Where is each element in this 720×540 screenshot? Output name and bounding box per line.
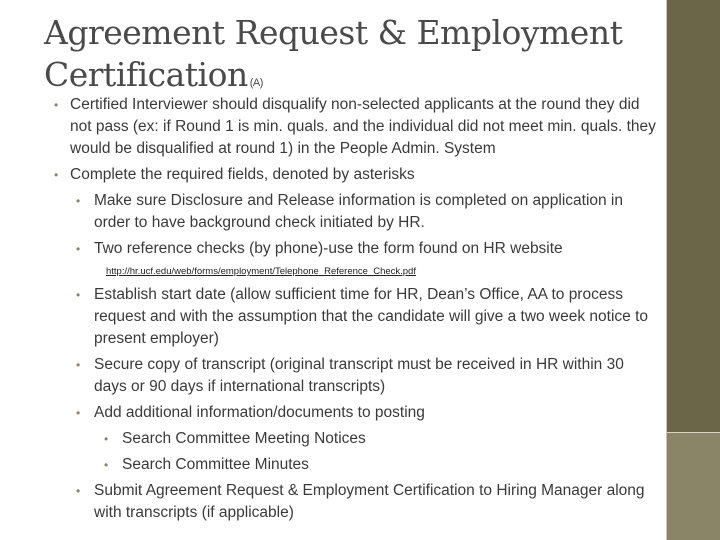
title-text: Agreement Request & Employment Certification xyxy=(44,13,623,94)
sub-bullet-item: • Secure copy of transcript (original transcript must be received in HR within 30 days or 90 days if international transcripts) xyxy=(46,354,656,398)
bullet-item: • Certified Interviewer should disqualify non-selected applicants at the round they did not pass (ex: if Round 1 is min. quals. and the individual did not meet min. quals. they would be disqualified at round 1) in the People Admin. System xyxy=(46,94,656,160)
reference-check-link[interactable]: http://hr.ucf.edu/web/forms/employment/Telephone_Reference_Check.pdf xyxy=(106,266,416,277)
sub-bullet-item: • Submit Agreement Request & Employment Certification to Hiring Manager along with transcripts (if applicable) xyxy=(46,480,656,524)
title-suffix: (A) xyxy=(249,77,263,89)
slide-title xyxy=(44,12,644,104)
sub-bullet-item: • Make sure Disclosure and Release information is completed on application in order to have background check initiated by HR. xyxy=(46,190,656,234)
sidebar-accent-line xyxy=(667,432,720,433)
third-level-item: • Search Committee Meeting Notices xyxy=(46,428,656,450)
bullet-item: • Complete the required fields, denoted by asterisks xyxy=(46,164,656,186)
sub-bullet-item: • Add additional information/documents to posting xyxy=(46,402,656,424)
third-level-item: • Search Committee Minutes xyxy=(46,454,656,476)
sub-bullet-item: • Establish start date (allow sufficient time for HR, Dean’s Office, AA to process request and with the assumption that the candidate will give a two week notice to present employer) xyxy=(46,284,656,350)
sub-bullet-item: • Two reference checks (by phone)-use the form found on HR website xyxy=(46,238,656,260)
bullet-list xyxy=(46,94,656,524)
sidebar-accent-block xyxy=(667,432,720,540)
link-row xyxy=(46,266,656,278)
